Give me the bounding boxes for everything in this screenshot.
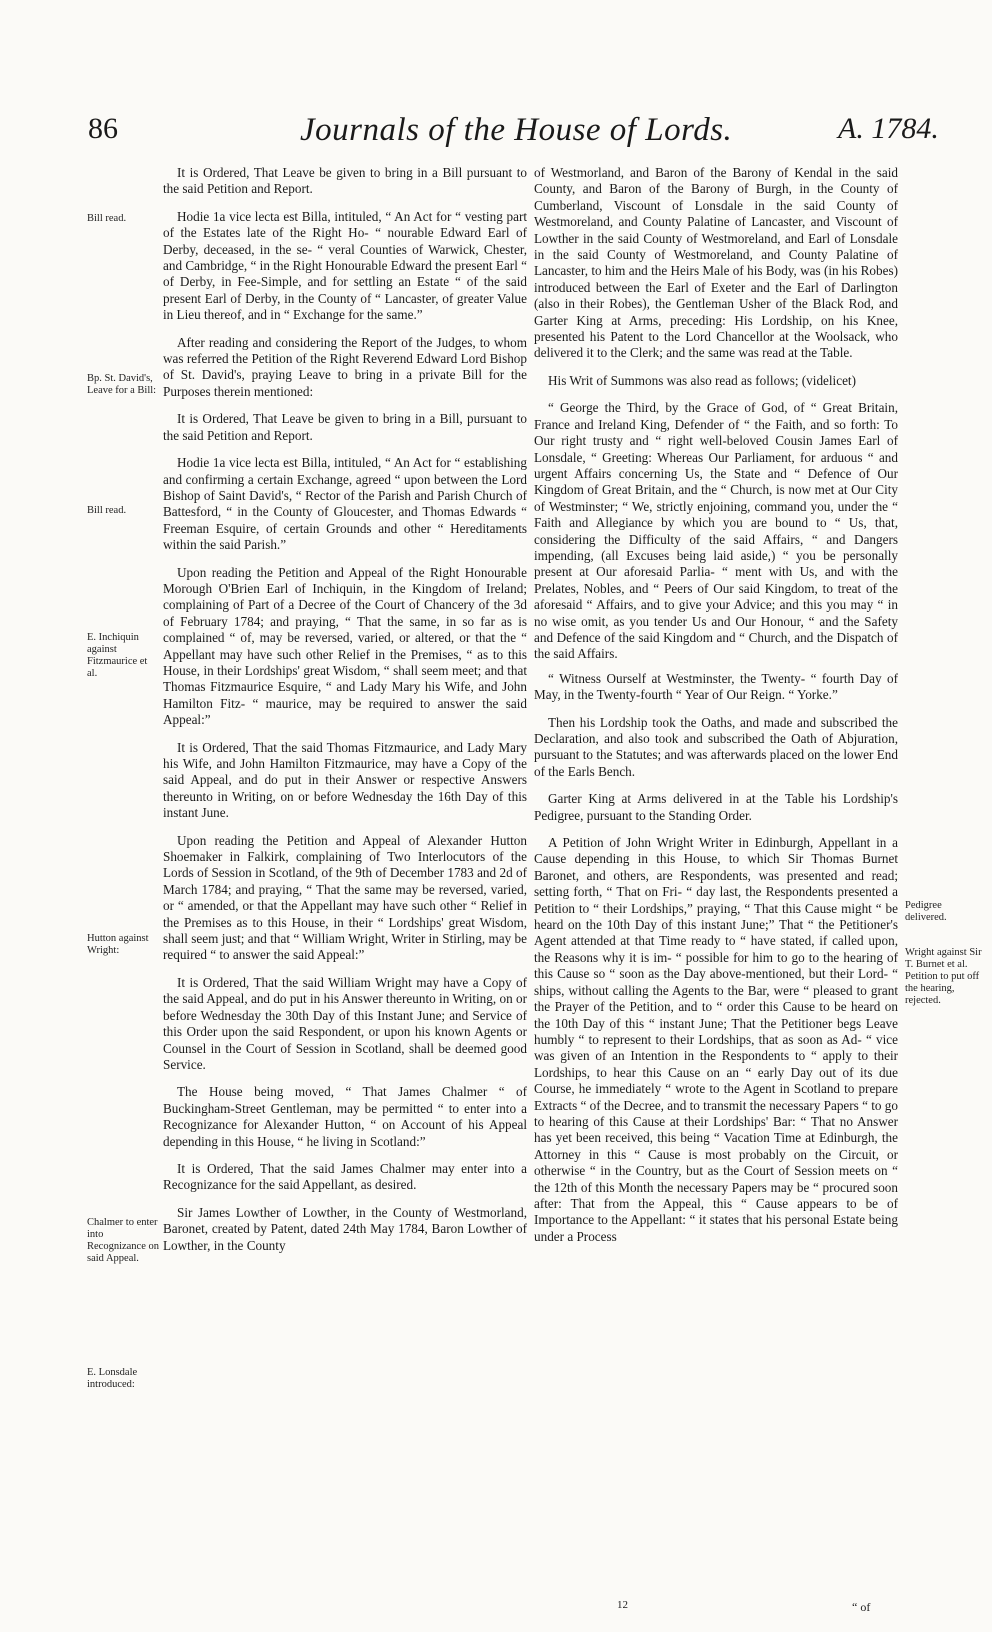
bill-read-derby-estates: Hodie 1a vice lecta est Billa, intituled, “ An Act for “ vesting part of the Estates late of the Right Ho- “ nourable Edward Earl of Derby, deceased, in the se- “ veral Counties of Warwick, Chester, and Cambridge, “ in the Right Honourable Edward the present Earl “ of Derby, in Fee-Simple, and for settling an Estate “ of the said present Earl of Derby, in the County of “ Lancaster, of greater Value in Lieu thereof, and in “ Exchange for the same.” — [163, 208, 528, 323]
order-chalmer: It is Ordered, That the said James Chalmer may enter into a Recognizance for the said Appellant, as desired. — [163, 1160, 527, 1193]
page-number: 86 — [88, 112, 118, 145]
oaths-taken: Then his Lordship took the Oaths, and made and subscribed the Declaration, and also took and subscribed the Oath of Abjuration, pursuant to the Statutes; and was afterwards placed on the lower End of the Earls Bench. — [534, 714, 898, 779]
margin-note-chalmer: Chalmer to enter into Recognizance on said Appeal. — [87, 1217, 160, 1264]
printer-signature: 12 — [617, 1599, 628, 1611]
lonsdale-introduction-cont: of Westmorland, and Baron of the Barony of Kendal in the said County, and Baron of the Barony of Burgh, in the County of Cumberland, Viscount of Lonsdale in the said County of Westmoreland, and County Palatine of Lancaster, and Viscount of Lowther in the said County of Westmoreland, and Earl of Lonsdale in the said County of Westmoreland, and County Palatine of Lancaster, to him and the Heirs Male of his Body, was (in his Robes) introduced between the Earl of Exeter and the Earl of Darlington (also in their Robes), the Gentleman Usher of the Black Rod, and Garter King at Arms, preceding: His Lordship, on his Knee, presented his Patent to the Lord Chancellor at the Woolsack, who delivered it to the Clerk; and the same was read at the Table. — [534, 165, 898, 361]
margin-note-bp-st-davids: Bp. St. David's, Leave for a Bill: — [87, 373, 157, 396]
page-header — [0, 112, 992, 162]
margin-note-pedigree: Pedigree delivered. — [905, 900, 947, 923]
bill-read-battesford-exchange: Hodie 1a vice lecta est Billa, intituled, “ An Act for “ establishing and confirming a certain Exchange, agreed “ upon between the Lord Bishop of Saint David's, “ Rector of the Parish and Parish Church of Battesford, “ in the County of Gloucester, and Thomas Edwards “ Freeman Esquire, of certain Grounds and other “ Hereditaments within the said Parish.” — [163, 455, 527, 553]
margin-note-hutton: Hutton against Wright: — [87, 933, 149, 956]
margin-note-e-inchiquin: E. Inchiquin against Fitzmaurice et al. — [87, 632, 148, 679]
motion-chalmer: The House being moved, “ That James Chalmer “ of Buckingham-Street Gentleman, may be permitted “ to enter into a Recognizance for Alexander Hutton, “ on Account of his Appeal depending in this House, “ he living in Scotland:” — [163, 1084, 527, 1149]
report-bp-st-davids: After reading and considering the Report of the Judges, to whom was referred the Petition of the Right Reverend Edward Lord Bishop of St. David's, praying Leave to bring in a private Bill for the Purposes therein mentioned: — [163, 334, 527, 399]
petition-hutton: Upon reading the Petition and Appeal of Alexander Hutton Shoemaker in Falkirk, complaining of Two Interlocutors of the Lords of Session in Scotland, of the 9th of December 1783 and 2d of March 1784; and praying, “ That the same may be reversed, varied, or “ amended, or that the Appellant may have such other “ Relief in the Premises as to this House, in their “ Lordships' great Wisdom, shall seem just; and that “ William Wright, Writer in Stirling, may be required “ to answer the said Appeal:” — [163, 832, 527, 963]
lonsdale-introduction-start: Sir James Lowther of Lowther, in the County of Westmorland, Baronet, created by Patent, dated 24th May 1784, Baron Lowther of Lowther, in the County — [163, 1204, 527, 1253]
catchword: “ of — [852, 1600, 871, 1614]
margin-note-bill-read-1: Bill read. — [87, 213, 127, 224]
order-leave-bill-derby: It is Ordered, That Leave be given to bring in a Bill pursuant to the said Petition and Report. — [163, 165, 527, 197]
writ-witness: “ Witness Ourself at Westminster, the Twenty- “ fourth Day of May, in the Twenty-fourth “ Year of Our Reign. “ Yorke.” — [534, 670, 898, 703]
right-column — [534, 165, 898, 1256]
order-hutton: It is Ordered, That the said William Wright may have a Copy of the said Appeal, and do put in his Answer thereunto in Writing, on or before Wednesday the 30th Day of this Instant June; and Service of this Order upon the said Respondent, or upon his known Agents or Counsel in the Court of Session in Scotland, shall be deemed good Service. — [163, 974, 527, 1072]
margin-note-wright: Wright against Sir T. Burnet et al. Petition to put off the hearing, rejected. — [905, 947, 982, 1006]
petition-inchiquin: Upon reading the Petition and Appeal of the Right Honourable Morough O'Brien Earl of Inchiquin, in the Kingdom of Ireland; complaining of Part of a Decree of the Court of Chancery of the 3d of February 1784; and praying, “ That the same, in so far as is complained “ of, may be reversed, varied, or altered, or that the “ Appellant may have such other Relief in the Premises, “ as to this House, in their Lordships' great Wisdom, “ shall seem meet; and that Thomas Fitzmaurice Esquire, “ and Lady Mary his Wife, and John Hamilton Fitz- “ maurice, may be required to answer the said Appeal:” — [163, 564, 527, 728]
pedigree-delivered: Garter King at Arms delivered in at the Table his Lordship's Pedigree, pursuant to the Standing Order. — [534, 791, 898, 823]
left-column — [163, 165, 527, 1265]
writ-of-summons-intro: His Writ of Summons was also read as follows; (videlicet) — [548, 372, 856, 388]
journal-year: A. 1784. — [838, 112, 939, 145]
order-inchiquin: It is Ordered, That the said Thomas Fitzmaurice, and Lady Mary his Wife, and John Hamilton Fitzmaurice, may have a Copy of the said Appeal, and do put in their Answer or respective Answers thereunto in Writing, on or before Wednesday the 16th Day of this instant June. — [163, 739, 527, 821]
margin-note-bill-read-2: Bill read. — [87, 505, 127, 516]
order-leave-bill-st-davids: It is Ordered, That Leave be given to bring in a Bill, pursuant to the said Petition and Report. — [163, 411, 527, 443]
petition-john-wright: A Petition of John Wright Writer in Edinburgh, Appellant in a Cause depending in this House, to which Sir Thomas Burnet Baronet, and others, are Respondents, was presented and read; setting forth, “ That on Fri- “ day last, the Respondents presented a Petition to “ their Lordships,” praying, “ That this Cause might “ be heard on the 10th Day of this instant June;” That “ the Petitioner's Agent attended at that Time ready to “ have stated, if called upon, the Reasons why it is im- “ possible for him to go to the hearing of this Cause so “ soon as the Day above-mentioned, but their Lord- “ ships, without calling the Agents to the Bar, were “ pleased to grant the Prayer of the Petition, and to “ order this Cause to be heard on the 10th Day of this “ instant June; That the Petitioner begs Leave humbly “ to represent to their Lordships, that as soon as Ad- “ vice was given of an Intention in the Respondents to “ apply to their Lordships, to hear this Cause on an “ early Day out of its due Course, he immediately “ wrote to the Agent in Scotland to prepare Extracts “ of the Decree, and to transmit the necessary Papers “ to go to hearing of this Cause at their Lordships' Bar: “ That no Answer has yet been received, this being “ Vacation Time at Edinburgh, the Attorney in this “ Cause is most probably on the Circuit, or otherwise “ in the Country, but as the Court of Session meets on “ the 12th of this Month the necessary Papers may be “ procured soon after: That from the Appeal, this “ Cause appears to be of Importance to the Appellant: “ it states that his personal Estate being under a Process — [534, 835, 898, 1244]
margin-note-e-lonsdale: E. Lonsdale introduced: — [87, 1367, 138, 1390]
journal-title: Journals of the House of Lords. — [300, 112, 733, 148]
writ-of-summons-text: “ George the Third, by the Grace of God, of “ Great Britain, France and Ireland King, Defender of “ the Faith, and so forth: To Our right trusty and “ right well-beloved Cousin James Earl of Lonsdale, “ Greeting: Whereas Our Parliament, for arduous “ and urgent Affairs concerning Us, the State and “ Defence of Our Kingdom of Great Britain, and the “ Church, is now met at Our City of Westminster; “ We, strictly enjoining, command you, under the “ Faith and Allegiance by which you are bound to “ Us, that, considering the Difficulty of the said Affairs, “ and Dangers impending, (all Excuses being laid aside,) “ you be personally present at Our aforesaid Parlia- “ ment with Us, and with the Prelates, Nobles, and “ Peers of Our said Kingdom, to treat of the aforesaid “ Affairs, and to give your Advice; and this you may “ in no wise omit, as you tender Us and Our Honour, “ and the Safety and Defence of the said Kingdom and “ Church, and the Dispatch of the said Affairs. — [534, 400, 898, 662]
